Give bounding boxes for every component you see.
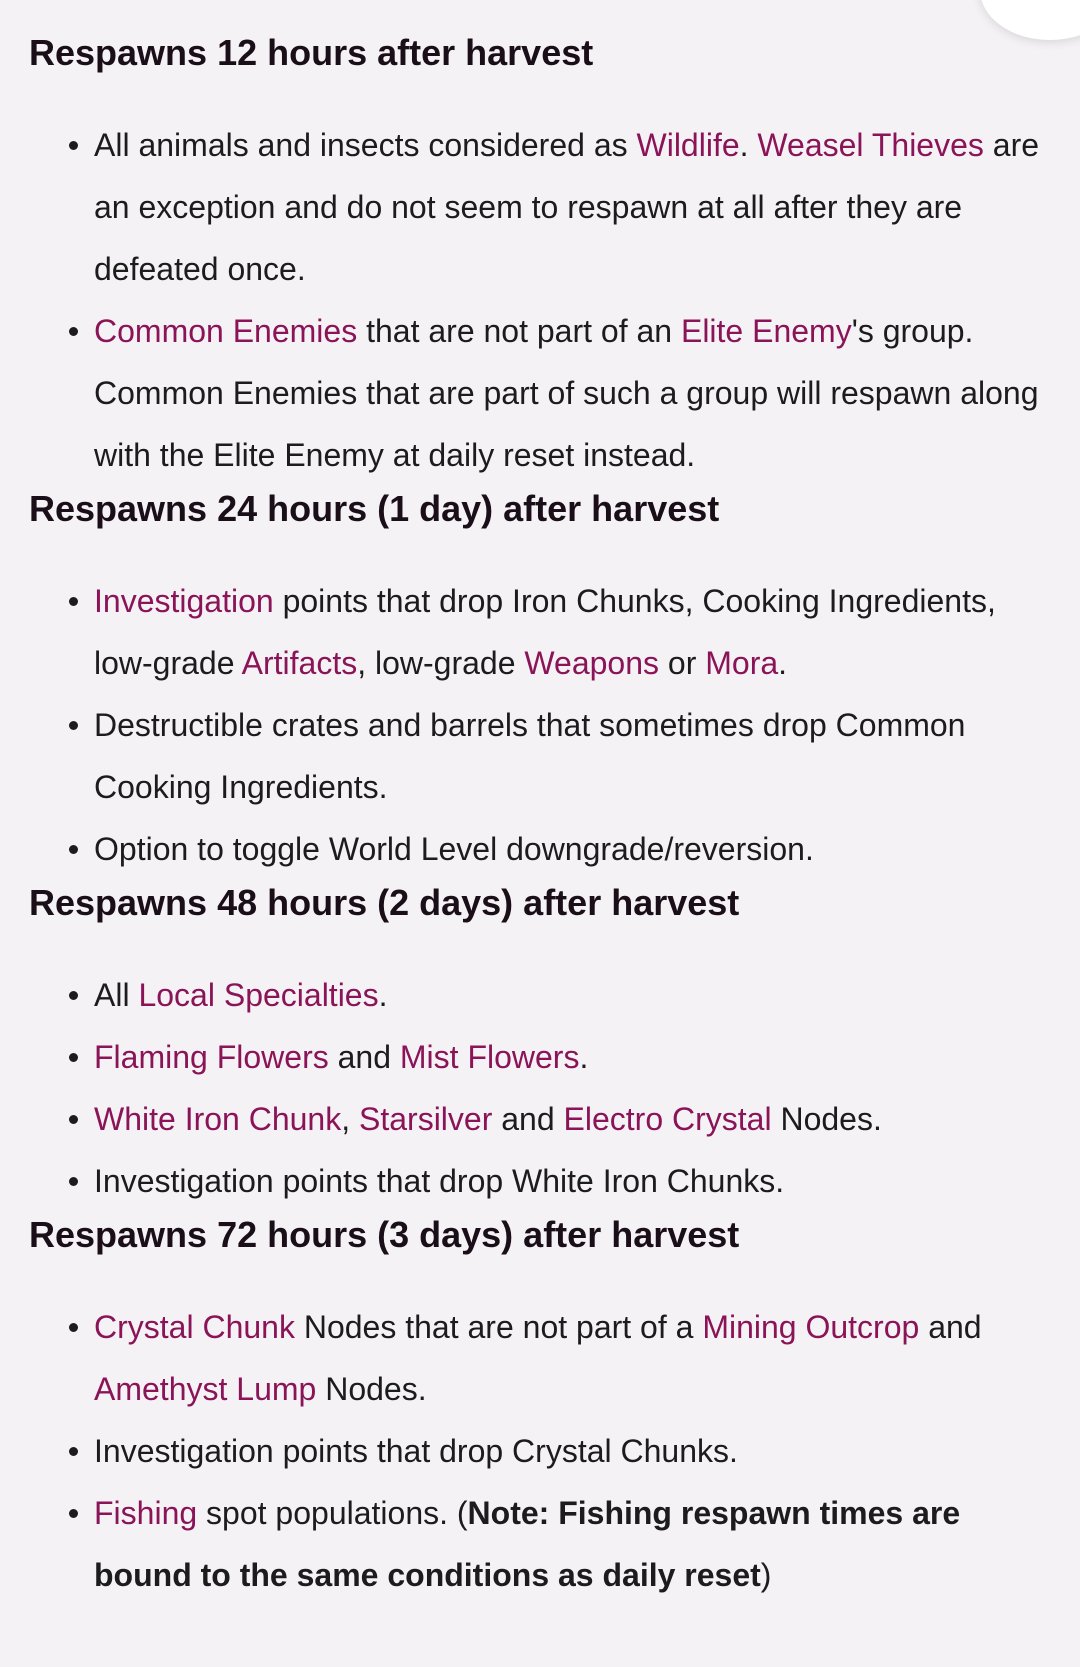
text: or	[659, 645, 706, 681]
text: All animals and insects considered as	[94, 127, 637, 163]
wiki-link[interactable]: Weapons	[524, 645, 660, 681]
text: that are not part of an	[357, 313, 681, 349]
list-item	[94, 300, 1059, 486]
wiki-link[interactable]: Weasel Thieves	[757, 127, 984, 163]
list-item	[94, 694, 1059, 818]
text: Investigation points that drop Crystal Chunks.	[94, 1433, 738, 1469]
list-item	[94, 114, 1059, 300]
wiki-link[interactable]: Mist Flowers	[399, 1039, 580, 1075]
wiki-link[interactable]: Fishing	[94, 1495, 198, 1531]
text: are an exception and do not seem to respawn at all after they are defeated once.	[94, 127, 1040, 287]
list-item	[94, 1088, 1059, 1150]
wiki-link[interactable]: Mora	[705, 645, 779, 681]
list-item	[94, 818, 1059, 880]
respawn-section	[29, 872, 1059, 1212]
wiki-link[interactable]: Local Specialties	[138, 977, 379, 1013]
list-item	[94, 570, 1059, 694]
list-item	[94, 1420, 1059, 1482]
text: Nodes.	[316, 1371, 427, 1407]
list-item	[94, 1150, 1059, 1212]
wiki-link[interactable]: Flaming Flowers	[94, 1039, 329, 1075]
text: .	[579, 1039, 589, 1075]
text: .	[739, 127, 758, 163]
bullet-list	[29, 570, 1059, 880]
bullet-list	[29, 964, 1059, 1212]
text: Investigation points that drop White Iron Chunks.	[94, 1163, 785, 1199]
section-heading: Respawns 12 hours after harvest	[29, 32, 594, 73]
section-heading: Respawns 24 hours (1 day) after harvest	[29, 488, 720, 529]
text: and	[919, 1309, 982, 1345]
wiki-link[interactable]: Mining Outcrop	[702, 1309, 920, 1345]
section-heading: Respawns 48 hours (2 days) after harvest	[29, 882, 740, 923]
text: All	[94, 977, 139, 1013]
section-heading: Respawns 72 hours (3 days) after harvest	[29, 1214, 740, 1255]
wiki-link[interactable]: Common Enemies	[94, 313, 358, 349]
wiki-link[interactable]: Investigation	[94, 583, 274, 619]
text: and	[328, 1039, 400, 1075]
text: .	[778, 645, 788, 681]
wiki-link[interactable]: Wildlife	[636, 127, 740, 163]
bold-note: Note: Fishing respawn times are bound to the same conditions as daily reset	[94, 1495, 961, 1593]
list-item	[94, 1026, 1059, 1088]
article-content	[29, 22, 1059, 1606]
text: Option to toggle World Level downgrade/reversion.	[94, 831, 814, 867]
respawn-section	[29, 478, 1059, 880]
list-item	[94, 1296, 1059, 1420]
text: and	[492, 1101, 564, 1137]
wiki-link[interactable]: White Iron Chunk	[94, 1101, 342, 1137]
text: Destructible crates and barrels that sometimes drop Common Cooking Ingredients.	[94, 707, 966, 805]
text: spot populations. (	[197, 1495, 468, 1531]
text: Nodes.	[771, 1101, 882, 1137]
text: ,	[341, 1101, 359, 1137]
respawn-section	[29, 22, 1059, 486]
text: , low-grade	[357, 645, 525, 681]
list-item	[94, 1482, 1059, 1606]
bullet-list	[29, 1296, 1059, 1606]
text: 's group. Common Enemies that are part of such a group will respawn along with the Elite Enemy at daily reset instead.	[94, 313, 1039, 473]
text: points that drop Iron Chunks, Cooking Ingredients, low-grade	[94, 583, 996, 681]
text: .	[378, 977, 388, 1013]
bullet-list	[29, 114, 1059, 486]
respawn-section	[29, 1204, 1059, 1606]
text: )	[760, 1557, 772, 1593]
wiki-link[interactable]: Crystal Chunk	[94, 1309, 295, 1345]
text: Nodes that are not part of a	[294, 1309, 703, 1345]
wiki-link[interactable]: Electro Crystal	[563, 1101, 772, 1137]
wiki-link[interactable]: Artifacts	[241, 645, 358, 681]
wiki-link[interactable]: Amethyst Lump	[94, 1371, 317, 1407]
wiki-link[interactable]: Elite Enemy	[680, 313, 852, 349]
list-item	[94, 964, 1059, 1026]
wiki-link[interactable]: Starsilver	[359, 1101, 493, 1137]
